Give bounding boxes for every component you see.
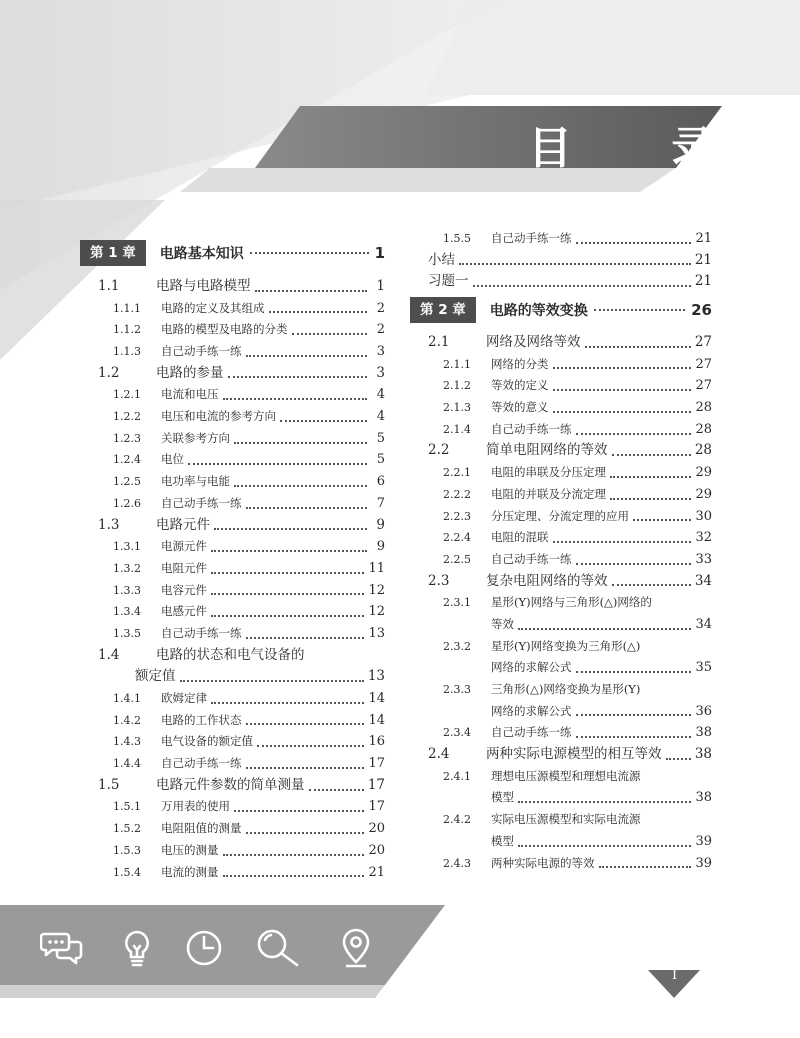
entry-page: 27 [695, 378, 712, 394]
dot-leader [553, 411, 692, 413]
entry-page: 12 [368, 582, 385, 598]
dot-leader [610, 476, 691, 478]
entry-number: 1.2.5 [113, 475, 141, 489]
dot-leader [211, 615, 364, 617]
chapter-badge: 第 1 章 [80, 240, 146, 266]
entry-title: 万用表的使用 [161, 799, 230, 814]
entry-number: 2.4.3 [443, 856, 471, 870]
entry-page: 27 [695, 356, 712, 372]
entry-title: 电路的工作状态 [161, 712, 242, 727]
toc-entry[interactable] [410, 228, 712, 250]
entry-number: 2.4.2 [443, 813, 471, 827]
location-pin-icon [334, 926, 378, 970]
entry-number: 1.5.3 [113, 843, 141, 857]
dot-leader [309, 789, 364, 791]
dot-leader [257, 745, 364, 747]
entry-number: 2.4.1 [443, 769, 471, 783]
toc-entry[interactable] [410, 375, 712, 397]
entry-page: 2 [376, 300, 385, 316]
entry-number: 2.1.1 [443, 357, 471, 371]
toc-entry[interactable] [80, 471, 385, 493]
toc-entry[interactable] [80, 558, 385, 580]
toc-entry[interactable] [410, 744, 712, 766]
entry-title: 模型 [491, 833, 514, 848]
dot-leader [246, 832, 365, 834]
dot-leader [612, 584, 691, 586]
entry-number: 1.3.4 [113, 605, 141, 619]
toc-entry[interactable] [80, 536, 385, 558]
entry-page: 17 [367, 776, 385, 793]
dot-leader [553, 541, 692, 543]
entry-number: 2.3.1 [443, 596, 471, 610]
dot-leader [223, 398, 368, 400]
entry-page: 29 [695, 465, 712, 481]
entry-page: 3 [376, 364, 385, 381]
toc-entry[interactable] [410, 419, 712, 441]
toc-entry[interactable] [80, 840, 385, 862]
entry-title: 星形(Y)网络与三角形(△)网络的 [491, 595, 652, 610]
entry-page: 21 [368, 864, 385, 880]
dot-leader [211, 550, 367, 552]
dot-leader [612, 454, 691, 456]
entry-title: 复杂电阻网络的等效 [486, 572, 608, 589]
toc-entry[interactable] [410, 484, 712, 506]
entry-page: 9 [376, 516, 385, 533]
chat-bubbles-icon [40, 926, 84, 970]
entry-page: 14 [368, 691, 385, 707]
toc-entry[interactable] [80, 753, 385, 775]
dot-leader [250, 252, 369, 254]
entry-number: 2.3.2 [443, 639, 471, 653]
toc-entry[interactable] [80, 818, 385, 840]
clock-icon [182, 926, 226, 970]
entry-title: 电位 [161, 452, 184, 467]
entry-title: 自己动手练一练 [491, 230, 572, 245]
dot-leader [214, 528, 367, 530]
toc-entry[interactable] [410, 831, 712, 853]
entry-title: 分压定理、分流定理的应用 [491, 508, 629, 523]
entry-page: 17 [368, 756, 385, 772]
dot-leader [280, 420, 367, 422]
entry-number: 1.4.3 [113, 735, 141, 749]
entry-number: 1.2.6 [113, 496, 141, 510]
dot-leader [234, 442, 367, 444]
entry-number: 1.1.3 [113, 345, 141, 359]
toc-entry[interactable] [80, 710, 385, 732]
entry-number: 2.2.3 [443, 509, 471, 523]
entry-page: 38 [695, 790, 712, 806]
entry-page: 7 [376, 495, 385, 511]
dot-leader [180, 680, 364, 682]
entry-number: 1.5.2 [113, 822, 141, 836]
entry-page: 32 [695, 530, 712, 546]
entry-title: 两种实际电源的等效 [491, 855, 595, 870]
toc-entry[interactable] [80, 623, 385, 645]
entry-title: 电源元件 [161, 539, 207, 554]
entry-page: 30 [695, 508, 712, 524]
toc-entry[interactable] [80, 688, 385, 710]
toc-entry[interactable] [410, 571, 712, 593]
entry-title: 电路与电路模型 [156, 277, 251, 294]
entry-title: 欧姆定律 [161, 691, 207, 706]
toc-entry[interactable] [80, 862, 385, 884]
entry-title: 小结 [428, 251, 455, 268]
dot-leader [292, 333, 368, 335]
toc-entry[interactable] [410, 809, 712, 831]
entry-title: 网络的求解公式 [491, 660, 572, 675]
toc-entry[interactable] [410, 354, 712, 376]
dot-leader [553, 389, 692, 391]
lightbulb-icon [115, 926, 159, 970]
dot-leader [473, 285, 691, 287]
entry-page: 28 [694, 442, 712, 459]
entry-title: 自己动手练一练 [491, 725, 572, 740]
dot-leader [518, 628, 691, 630]
page-title: 目 录 [528, 123, 758, 174]
entry-title: 三角形(△)网络变换为星形(Y) [491, 682, 641, 697]
toc-entry[interactable] [80, 515, 385, 537]
toc-entry[interactable] [80, 319, 385, 341]
dot-leader [576, 714, 692, 716]
entry-title: 自己动手练一练 [491, 551, 572, 566]
entry-title: 等效的意义 [491, 400, 549, 415]
entry-number: 1.2 [98, 364, 120, 381]
chapter-title: 电路基本知识 [159, 246, 244, 262]
entry-title: 自己动手练一练 [161, 625, 242, 640]
entry-page: 35 [695, 660, 712, 676]
entry-page: 5 [376, 430, 385, 446]
entry-page: 28 [695, 421, 712, 437]
entry-title: 电压和电流的参考方向 [161, 409, 276, 424]
entry-number: 2.4 [428, 746, 450, 763]
toc-entry[interactable] [410, 788, 712, 810]
entry-number: 1.5 [98, 776, 120, 793]
entry-page: 36 [695, 703, 712, 719]
entry-number: 1.5.4 [113, 865, 141, 879]
entry-title: 电流和电压 [161, 387, 219, 402]
toc-right-column [410, 228, 712, 874]
entry-title: 电路的参量 [156, 364, 224, 381]
entry-number: 1.4.1 [113, 692, 141, 706]
dot-leader [585, 346, 691, 348]
bg-band-light [425, 0, 800, 95]
entry-page: 33 [695, 551, 712, 567]
toc-entry[interactable] [410, 679, 712, 701]
chapter-page: 1 [374, 244, 385, 262]
entry-page: 21 [695, 230, 712, 246]
dot-leader [246, 767, 365, 769]
dot-leader [211, 572, 364, 574]
entry-title: 电阻的混联 [491, 530, 549, 545]
entry-number: 2.2.2 [443, 487, 471, 501]
dot-leader [610, 498, 691, 500]
entry-title: 自己动手练一练 [161, 756, 242, 771]
entry-page: 17 [368, 799, 385, 815]
entry-page: 13 [367, 668, 385, 685]
entry-title: 两种实际电源模型的相互等效 [486, 746, 662, 763]
entry-title: 电路元件参数的简单测量 [156, 776, 305, 793]
toc-entries-right-top [410, 228, 712, 293]
toc-entry[interactable] [80, 493, 385, 515]
entry-page: 34 [695, 616, 712, 632]
toc-entry[interactable] [80, 450, 385, 472]
toc-entry[interactable] [410, 592, 712, 614]
entry-title: 星形(Y)网络变换为三角形(△) [491, 638, 641, 653]
entry-number: 1.3 [98, 516, 120, 533]
entry-page: 27 [694, 334, 712, 351]
entry-page: 38 [694, 746, 712, 763]
entry-title: 电功率与电能 [161, 474, 230, 489]
toc-entry[interactable] [410, 614, 712, 636]
entry-title: 自己动手练一练 [491, 421, 572, 436]
dot-leader [599, 866, 692, 868]
entry-page: 9 [376, 539, 385, 555]
toc-entry[interactable] [80, 298, 385, 320]
dot-leader [269, 311, 368, 313]
chapter-badge: 第 2 章 [410, 297, 476, 323]
entry-title: 电压的测量 [161, 842, 219, 857]
entry-page: 14 [368, 712, 385, 728]
dot-leader [211, 593, 364, 595]
toc-entry[interactable] [80, 645, 385, 667]
entry-page: 39 [695, 833, 712, 849]
entry-title: 电阻元件 [161, 560, 207, 575]
dot-leader [246, 723, 365, 725]
entry-title: 网络及网络等效 [486, 334, 581, 351]
entry-page: 20 [368, 842, 385, 858]
dot-leader [223, 854, 365, 856]
dot-leader [459, 263, 691, 265]
dot-leader [633, 519, 691, 521]
entry-number: 1.5.1 [113, 800, 141, 814]
dot-leader [234, 810, 364, 812]
entry-title: 额定值 [135, 668, 176, 685]
entry-page: 13 [368, 625, 385, 641]
toc-entry[interactable] [410, 332, 712, 354]
entry-page: 16 [368, 734, 385, 750]
entry-number: 1.2.4 [113, 453, 141, 467]
entry-title: 简单电阻网络的等效 [486, 442, 608, 459]
entry-number: 2.2.1 [443, 466, 471, 480]
dot-leader [518, 801, 691, 803]
entry-title: 电阻阻值的测量 [161, 821, 242, 836]
dot-leader [188, 463, 367, 465]
entry-page: 3 [376, 344, 385, 360]
entry-number: 2.1 [428, 334, 450, 351]
chapter-title: 电路的等效变换 [489, 303, 588, 320]
entry-title: 自己动手练一练 [161, 344, 242, 359]
entry-number: 2.3.4 [443, 726, 471, 740]
entry-number: 1.2.1 [113, 388, 141, 402]
entry-number: 2.1.4 [443, 422, 471, 436]
entry-number: 2.2 [428, 442, 450, 459]
entry-number: 2.3.3 [443, 683, 471, 697]
entry-number: 1.3.5 [113, 626, 141, 640]
entry-page: 20 [368, 821, 385, 837]
footer-band-light [0, 985, 385, 998]
toc-entry[interactable] [80, 363, 385, 385]
entry-page: 28 [695, 400, 712, 416]
entry-page: 11 [368, 560, 385, 576]
entry-page: 4 [376, 387, 385, 403]
entry-page: 5 [376, 452, 385, 468]
toc-entry[interactable] [410, 397, 712, 419]
chapter-2-heading[interactable] [410, 297, 712, 323]
entry-title: 等效的定义 [491, 378, 549, 393]
dot-leader [211, 702, 364, 704]
entry-number: 1.3.1 [113, 540, 141, 554]
entry-title: 电感元件 [161, 604, 207, 619]
entry-number: 2.2.5 [443, 552, 471, 566]
entry-title: 网络的求解公式 [491, 703, 572, 718]
dot-leader [576, 736, 692, 738]
entry-number: 2.3 [428, 572, 450, 589]
toc-left-column [80, 240, 385, 883]
dot-leader [553, 367, 692, 369]
toc-entry[interactable] [410, 250, 712, 272]
entry-number: 1.4.4 [113, 757, 141, 771]
entry-page: 4 [376, 409, 385, 425]
entry-title: 电容元件 [161, 582, 207, 597]
entry-title: 电气设备的额定值 [161, 734, 253, 749]
entry-number: 1.2.2 [113, 410, 141, 424]
entry-title: 电路的定义及其组成 [161, 300, 265, 315]
toc-entry[interactable] [410, 549, 712, 571]
toc-entry[interactable] [80, 341, 385, 363]
toc-entry[interactable] [80, 406, 385, 428]
toc-entry[interactable] [80, 276, 385, 298]
entry-page: 12 [368, 604, 385, 620]
entry-number: 1.2.3 [113, 431, 141, 445]
toc-entry[interactable] [80, 601, 385, 623]
toc-entry[interactable] [410, 853, 712, 875]
entry-number: 1.4 [98, 646, 120, 663]
dot-leader [223, 875, 365, 877]
toc-entry[interactable] [410, 271, 712, 293]
entry-page: 21 [694, 251, 712, 268]
entry-title: 电阻的串联及分压定理 [491, 465, 606, 480]
toc-entry[interactable] [80, 428, 385, 450]
dot-leader [576, 563, 692, 565]
toc-entry[interactable] [410, 657, 712, 679]
entry-title: 网络的分类 [491, 356, 549, 371]
toc-entry[interactable] [80, 666, 385, 688]
entry-number: 1.4.2 [113, 713, 141, 727]
entry-number: 1.1.2 [113, 323, 141, 337]
entry-number: 2.1.2 [443, 379, 471, 393]
entry-number: 1.3.3 [113, 583, 141, 597]
entry-title: 电路元件 [156, 516, 210, 533]
dot-leader [255, 290, 368, 292]
toc-entry[interactable] [80, 384, 385, 406]
footer-icons [40, 926, 370, 970]
dot-leader [576, 242, 692, 244]
entry-title: 习题一 [428, 273, 469, 290]
entry-title: 等效 [491, 616, 514, 631]
entry-number: 1.1 [98, 277, 120, 294]
entry-page: 21 [694, 273, 712, 290]
toc-entry[interactable] [410, 766, 712, 788]
entry-number: 2.1.3 [443, 401, 471, 415]
dot-leader [518, 845, 691, 847]
entry-title: 模型 [491, 790, 514, 805]
dot-leader [234, 485, 367, 487]
chapter-1-heading[interactable] [80, 240, 385, 266]
toc-entry[interactable] [410, 462, 712, 484]
dot-leader [246, 507, 368, 509]
entry-title: 实际电压源模型和实际电流源 [491, 812, 641, 827]
entry-title: 电路的状态和电气设备的 [156, 646, 305, 663]
toc-entry[interactable] [80, 731, 385, 753]
entry-title: 关联参考方向 [161, 430, 230, 445]
dot-leader [246, 355, 368, 357]
entry-page: 39 [695, 855, 712, 871]
entry-page: 38 [695, 725, 712, 741]
dot-leader [594, 309, 685, 311]
entry-title: 理想电压源模型和理想电流源 [491, 768, 641, 783]
toc-entries-right [410, 332, 712, 874]
toc-entry[interactable] [80, 580, 385, 602]
toc-entry[interactable] [410, 441, 712, 463]
dot-leader [228, 376, 368, 378]
entry-page: 29 [695, 486, 712, 502]
entry-page: 6 [376, 474, 385, 490]
entry-number: 1.1.1 [113, 301, 141, 315]
entry-page: 34 [694, 572, 712, 589]
page-number: I [672, 968, 678, 983]
entry-title: 电路的模型及电路的分类 [161, 322, 288, 337]
toc-entry[interactable] [410, 506, 712, 528]
entry-number: 2.2.4 [443, 531, 471, 545]
dot-leader [666, 758, 691, 760]
entry-page: 2 [376, 322, 385, 338]
entry-title: 自己动手练一练 [161, 495, 242, 510]
entry-number: 1.3.2 [113, 561, 141, 575]
entry-number: 1.5.5 [443, 231, 471, 245]
toc-entry[interactable] [80, 797, 385, 819]
search-icon [254, 926, 306, 970]
toc-entry[interactable] [410, 636, 712, 658]
toc-entry[interactable] [410, 527, 712, 549]
toc-entry[interactable] [410, 722, 712, 744]
chapter-page: 26 [691, 301, 712, 320]
toc-entry[interactable] [80, 775, 385, 797]
dot-leader [576, 433, 692, 435]
toc-entries-left [80, 276, 385, 883]
dot-leader [576, 671, 692, 673]
dot-leader [246, 637, 365, 639]
toc-entry[interactable] [410, 701, 712, 723]
entry-page: 1 [376, 277, 385, 294]
entry-title: 电阻的并联及分流定理 [491, 486, 606, 501]
entry-title: 电流的测量 [161, 864, 219, 879]
